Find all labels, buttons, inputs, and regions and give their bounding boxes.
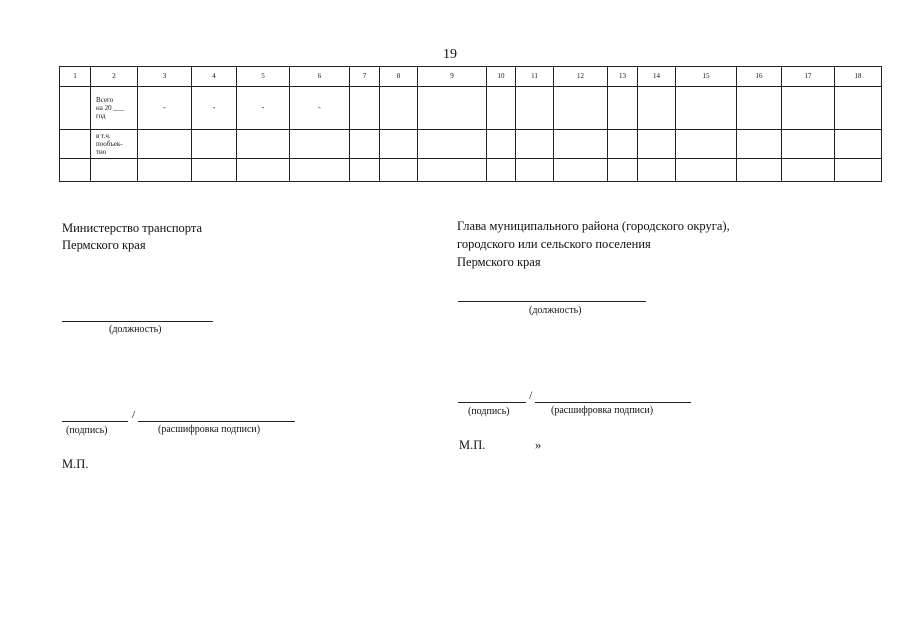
header-cell: 18	[835, 67, 882, 87]
row-label-line: пообъек-	[96, 139, 123, 148]
table-cell	[138, 130, 192, 159]
table-cell	[608, 159, 638, 182]
right-decode-line	[535, 402, 691, 403]
table-cell	[608, 130, 638, 159]
header-cell: 7	[350, 67, 380, 87]
table-cell	[237, 159, 290, 182]
table-cell	[782, 159, 835, 182]
table-cell	[676, 159, 737, 182]
table-cell: -	[192, 87, 237, 130]
table-row-total	[60, 87, 882, 130]
table-row-empty	[60, 159, 882, 182]
table-cell	[418, 87, 487, 130]
table-header-row	[60, 67, 882, 87]
header-cell: 9	[418, 67, 487, 87]
left-org-line-2: Пермского края	[62, 238, 146, 252]
table-cell	[835, 130, 882, 159]
table-cell	[676, 87, 737, 130]
row-label-per-object	[91, 130, 138, 159]
table-cell	[237, 130, 290, 159]
table-cell	[554, 87, 608, 130]
row-label-line: тно	[96, 148, 107, 157]
table-cell	[380, 87, 418, 130]
header-cell: 4	[192, 67, 237, 87]
left-signature-caption: (подпись)	[66, 425, 108, 436]
table-cell	[487, 159, 516, 182]
right-closing-quote: »	[535, 438, 542, 452]
right-position-caption: (должность)	[529, 305, 582, 316]
left-decode-caption: (расшифровка подписи)	[158, 424, 261, 435]
header-cell: 12	[554, 67, 608, 87]
header-cell: 10	[487, 67, 516, 87]
header-cell: 3	[138, 67, 192, 87]
table-cell	[192, 130, 237, 159]
header-cell: 8	[380, 67, 418, 87]
table-cell	[638, 159, 676, 182]
table-cell	[192, 159, 237, 182]
right-stamp: М.П.	[459, 438, 486, 452]
header-cell: 14	[638, 67, 676, 87]
right-org-line-3: Пермского края	[457, 255, 541, 269]
table-cell	[554, 159, 608, 182]
header-cell: 5	[237, 67, 290, 87]
table-cell	[835, 87, 882, 130]
table-cell	[350, 87, 380, 130]
row-label-line: Всего	[96, 95, 114, 104]
table-cell	[737, 159, 782, 182]
table-row-per-object	[60, 130, 882, 159]
row-label-line: год	[96, 112, 106, 121]
row-label-line: на 20 ___	[96, 103, 124, 112]
table-cell	[60, 87, 91, 130]
right-decode-caption: (расшифровка подписи)	[551, 405, 654, 416]
table-cell	[487, 87, 516, 130]
page-number: 19	[443, 47, 457, 62]
table-cell	[554, 130, 608, 159]
header-cell: 6	[290, 67, 350, 87]
table-cell	[516, 159, 554, 182]
table-cell	[737, 87, 782, 130]
row-label-total	[91, 87, 138, 130]
table-cell	[782, 130, 835, 159]
table-cell	[835, 159, 882, 182]
table-cell	[290, 130, 350, 159]
left-sig-separator: /	[132, 407, 136, 421]
table-cell: -	[138, 87, 192, 130]
table-cell	[782, 87, 835, 130]
row-label-line: в т.ч.	[96, 131, 111, 140]
left-signature-line	[62, 421, 128, 422]
table-cell	[516, 87, 554, 130]
table-cell	[350, 130, 380, 159]
table-cell	[60, 159, 91, 182]
header-cell: 13	[608, 67, 638, 87]
header-cell: 11	[516, 67, 554, 87]
table-cell	[487, 130, 516, 159]
report-table	[59, 66, 882, 182]
table-cell	[638, 87, 676, 130]
table-cell	[138, 159, 192, 182]
table-cell	[608, 87, 638, 130]
header-cell: 15	[676, 67, 737, 87]
header-cell: 16	[737, 67, 782, 87]
header-cell: 17	[782, 67, 835, 87]
header-cell: 1	[60, 67, 91, 87]
left-position-line	[62, 321, 213, 322]
table-cell	[418, 130, 487, 159]
table-cell	[290, 159, 350, 182]
table-cell	[737, 130, 782, 159]
table-cell: -	[290, 87, 350, 130]
table-cell	[380, 130, 418, 159]
header-cell: 2	[91, 67, 138, 87]
right-signature-caption: (подпись)	[468, 406, 510, 417]
left-org-line-1: Министерство транспорта	[62, 221, 203, 235]
table-cell	[60, 130, 91, 159]
table-cell	[350, 159, 380, 182]
right-sig-separator: /	[529, 388, 533, 402]
left-position-caption: (должность)	[109, 324, 162, 335]
table-cell	[638, 130, 676, 159]
table-cell	[380, 159, 418, 182]
right-org-line-1: Глава муниципального района (городского округа),	[457, 219, 730, 233]
table-cell	[516, 130, 554, 159]
table-cell	[676, 130, 737, 159]
right-position-line	[458, 301, 646, 302]
left-stamp: М.П.	[62, 457, 89, 471]
table-cell: -	[237, 87, 290, 130]
table-cell	[91, 159, 138, 182]
right-org-line-2: городского или сельского поселения	[457, 237, 651, 251]
left-decode-line	[138, 421, 295, 422]
right-signature-line	[458, 402, 526, 403]
table-cell	[418, 159, 487, 182]
